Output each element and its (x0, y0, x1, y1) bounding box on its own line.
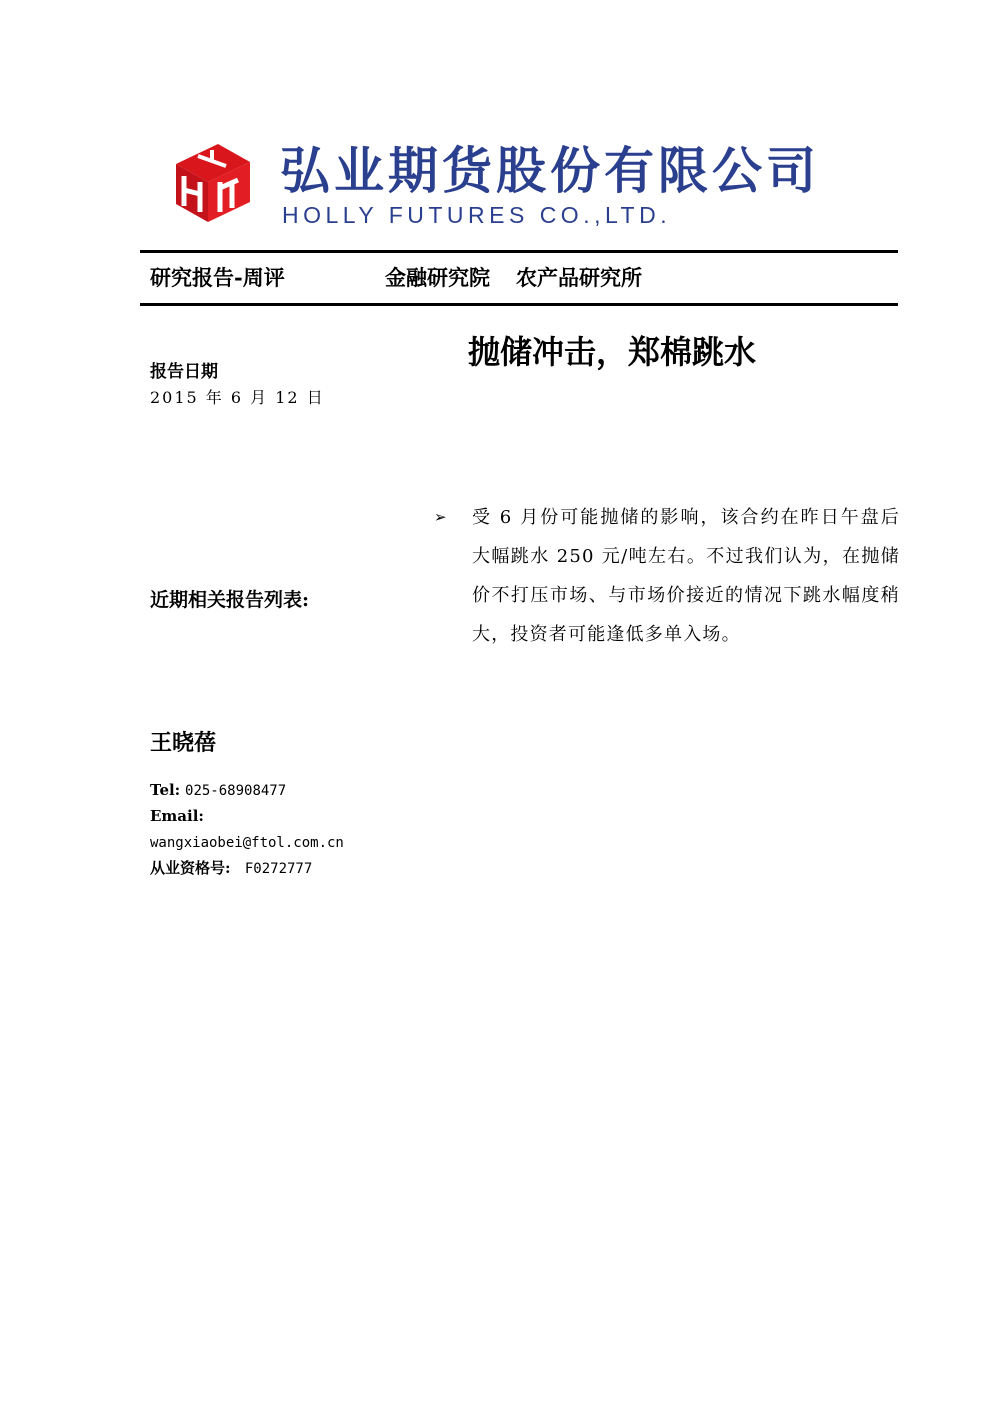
report-date-label: 报告日期 (150, 362, 218, 382)
summary-point-text: 受 6 月份可能抛储的影响，该合约在昨日午盘后大幅跳水 250 元/吨左右。不过我们认为，在抛储价不打压市场、与市场价接近的情况下跳水幅度稍大，投资者可能逢低多单入场。 (472, 507, 900, 645)
author-name: 王晓蓓 (150, 730, 217, 756)
arrowhead-bullet-icon: ➢ (434, 508, 447, 526)
related-reports-label: 近期相关报告列表: (150, 589, 310, 611)
header-top-rule (140, 250, 898, 253)
cert-value: F0272777 (244, 861, 313, 877)
report-date-value: 2015 年 6 月 12 日 (150, 388, 325, 407)
summary-point (434, 498, 900, 654)
report-title: 抛储冲击，郑棉跳水 (468, 333, 757, 371)
author-tel (150, 779, 286, 802)
author-certificate (150, 857, 312, 880)
holly-futures-logo-icon (168, 142, 252, 224)
tel-label: Tel: (150, 781, 181, 799)
tel-value: 025-68908477 (185, 783, 287, 799)
report-type: 研究报告-周评 (150, 265, 285, 290)
company-name-cn: 弘业期货股份有限公司 (280, 141, 820, 200)
department-agri: 农产品研究所 (516, 265, 642, 290)
email-value: wangxiaobei@ftol.com.cn (150, 835, 344, 851)
company-name-en: HOLLY FUTURES CO.,LTD. (282, 202, 672, 228)
author-email-label-row (150, 805, 204, 827)
cert-label: 从业资格号: (150, 859, 231, 877)
header-bottom-rule (140, 303, 898, 306)
email-label: Email: (150, 807, 204, 825)
author-email-value-row (150, 831, 344, 854)
department-list (385, 264, 642, 292)
department-finance: 金融研究院 (385, 265, 490, 290)
